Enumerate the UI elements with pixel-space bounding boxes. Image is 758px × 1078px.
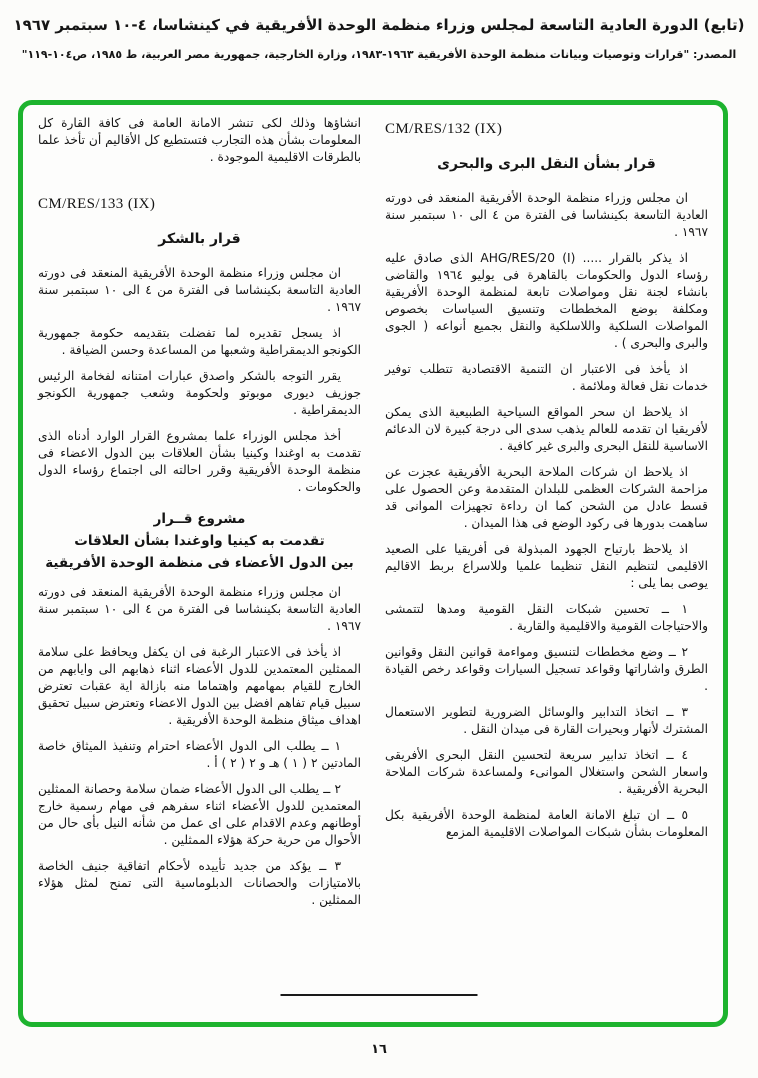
page-number: ١٦ bbox=[371, 1042, 387, 1057]
footnote-rule bbox=[281, 994, 478, 996]
resolution-code-132: CM/RES/132 (IX) bbox=[385, 121, 503, 137]
paragraph: اذ يلاحظ ان سحر المواقع السياحية الطبيعية الذى يمكن لأفريقيا ان تقدمه للعالم يذهب سدى الى درجة كبيرة لان الدعائم الاساسية للنقل البحرى والبرى غير كافية . bbox=[385, 405, 708, 453]
content-frame bbox=[18, 100, 728, 1027]
paragraph: ان مجلس وزراء منظمة الوحدة الأفريقية المنعقد فى دورته العادية التاسعة بكينشاسا فى الفترة من ٤ الى ١٠ سبتمبر سنة ١٩٦٧ . bbox=[385, 191, 708, 239]
paragraph: ان مجلس وزراء منظمة الوحدة الأفريقية المنعقد فى دورته العادية التاسعة بكينشاسا فى الفترة من ٤ الى ١٠ سبتمبر سنة ١٩٦٧ . bbox=[38, 266, 361, 314]
header-session-line: (تابع) الدورة العادية التاسعة لمجلس وزراء منظمة الوحدة الأفريقية في كينشاسا، ٤-١٠ سبتمبر ١٩٦٧ bbox=[13, 16, 745, 34]
draft-title-line3: بين الدول الأعضاء فى منظمة الوحدة الأفريقية bbox=[45, 555, 354, 571]
numbered-item: ٢ ــ يطلب الى الدول الأعضاء ضمان سلامة وحصانة الممثلين المعتمدين للدول الأعضاء اثناء سفرهم فى مهام رسمية خارج أوطانهم وعدم الاقدام على اى عمل من شأنه النيل بأى حال من الأحوال من حرية حركة هؤلاء الممثلين . bbox=[38, 782, 361, 847]
header-source-line: المصدر: "قرارات وتوصيات وبيانات منظمة الوحدة الأفريقية ١٩٦٣-١٩٨٣، وزارة الخارجية، جمهورية مصر العربية، ط ١٩٨٥، ص١٠٤-١١٩" bbox=[21, 48, 737, 61]
paragraph: اذ يذكر بالقرار ..... ‎AHG/RES/20 (I)‎ الذى صادق عليه رؤساء الدول والحكومات بالقاهرة فى يوليو ١٩٦٤ والقاضى بانشاء لجنة نقل ومواصلات تابعة لمنظمة الوحدة الأفريقية ومكلفة بوضع المخططات وتنسيق السياسات بخصوص المواصلات السلكية واللاسلكية والنقل بجميع أنواعه ( الجوى والبرى والبحرى ) . bbox=[385, 251, 708, 350]
draft-title-line2: تقدمت به كينيا واوغندا بشأن العلاقات bbox=[74, 533, 325, 549]
paragraph: اذ يسجل تقديره لما تفضلت بتقديمه حكومة جمهورية الكونجو الديمقراطية وشعبها من المساعدة وحسن الضيافة . bbox=[38, 326, 361, 357]
paragraph: اذ يلاحظ بارتياح الجهود المبذولة فى أفريقيا على الصعيد الاقليمى لتنظيم النقل تنظيما علميا وللاسراع بربط الاقاليم يوصى بما يلى : bbox=[385, 542, 708, 590]
numbered-item: ١ ــ تحسين شبكات النقل القومية ومدها لتتمشى والاحتياجات القومية والاقليمية والقارية . bbox=[385, 602, 708, 633]
column-right bbox=[385, 115, 708, 1022]
numbered-item: ٢ ــ وضع مخططات لتنسيق ومواءمة قوانين النقل وقوانين الطرق واشاراتها وقواعد تسجيل السيارات وقواعد رخص القيادة . bbox=[385, 645, 708, 693]
page-header bbox=[0, 0, 758, 62]
draft-title-line1: مشروع قــرار bbox=[153, 511, 246, 527]
paragraph: اذ يأخذ فى الاعتبار الرغبة فى ان يكفل ويحافظ على سلامة الممثلين المعتمدين للدول الأعضاء اثناء ذهابهم الى وايابهم من الخارج للقيام بمهامهم واهتماما منه بازالة اية عقبات تعترض سبيل قيام تفاهم افضل بين الدول الاعضاء وتعترض سبيل تحقيق اهداف ميثاق منظمة الوحدة الأفريقية . bbox=[38, 645, 361, 727]
two-column-layout bbox=[23, 105, 723, 1022]
paragraph: اذ يلاحظ ان شركات الملاحة البحرية الأفريقية عجزت عن مزاحمة الشركات العظمى للبلدان المتقدمة وعن الحصول على قسط عادل من الشحن كما ان رداءة تجهيزات الموانى قد ساهمت بدورها فى ركود الوضع فى هذا الميدان . bbox=[385, 465, 708, 530]
paragraph: ان مجلس وزراء منظمة الوحدة الأفريقية المنعقد فى دورته العادية التاسعة بكينشاسا فى الفترة من ٤ الى ١٠ سبتمبر سنة ١٩٦٧ . bbox=[38, 585, 361, 633]
draft-resolution-title bbox=[38, 508, 361, 574]
column-left bbox=[38, 115, 361, 1022]
paragraph: أخذ مجلس الوزراء علما بمشروع القرار الوارد أدناه الذى تقدمت به اوغندا وكينيا بشأن العلاقات بين الدول الاعضاء فى منظمة الوحدة الأفريقية وقرر احالته الى اجتماع رؤساء الدول والحكومات . bbox=[38, 429, 361, 494]
resolution-title-132: قرار بشأن النقل البرى والبحرى bbox=[437, 156, 656, 172]
continuation-paragraph: انشاؤها وذلك لكى تنشر الامانة العامة فى كافة القارة كل المعلومات بشأن هذه التجارب فتستطيع كل الأقاليم أن تأخذ علما بالطرقات الاقليمية الموجودة . bbox=[38, 116, 361, 164]
numbered-item: ٤ ــ اتخاذ تدابير سريعة لتحسين النقل البحرى الأفريقى واسعار الشحن واستغلال الموانىء ولمساعدة شركات الملاحة البحرية الأفريقية . bbox=[385, 748, 708, 796]
numbered-item: ١ ــ يطلب الى الدول الأعضاء احترام وتنفيذ الميثاق خاصة المادتين ٢ ( ١ ) هـ و ٢ ( ٢ ) أ . bbox=[38, 739, 361, 770]
paragraph: يقرر التوجه بالشكر واصدق عبارات امتنانه لفخامة الرئيس جوزيف ديورى موبوتو ولحكومة وشعب جمهورية الكونجو الديمقراطية . bbox=[38, 369, 361, 417]
resolution-title-133: قرار بالشكر bbox=[158, 231, 241, 247]
numbered-item: ٥ ــ ان تبلغ الامانة العامة لمنظمة الوحدة الأفريقية بكل المعلومات بشأن شبكات المواصلات الاقليمية المزمع bbox=[385, 808, 708, 839]
numbered-item: ٣ ــ يؤكد من جديد تأييده لأحكام اتفاقية جنيف الخاصة بالامتيازات والحصانات الدبلوماسية التى تمنح لمثل هؤلاء الممثلين . bbox=[38, 859, 361, 907]
paragraph: اذ يأخذ فى الاعتبار ان التنمية الاقتصادية تتطلب توفير خدمات نقل فعالة وملائمة . bbox=[385, 362, 708, 393]
numbered-item: ٣ ــ اتخاذ التدابير والوسائل الضرورية لتطوير الاستعمال المشترك لأنهار وبحيرات القارة فى ميدان النقل . bbox=[385, 705, 708, 736]
resolution-code-133: CM/RES/133 (IX) bbox=[38, 196, 156, 212]
